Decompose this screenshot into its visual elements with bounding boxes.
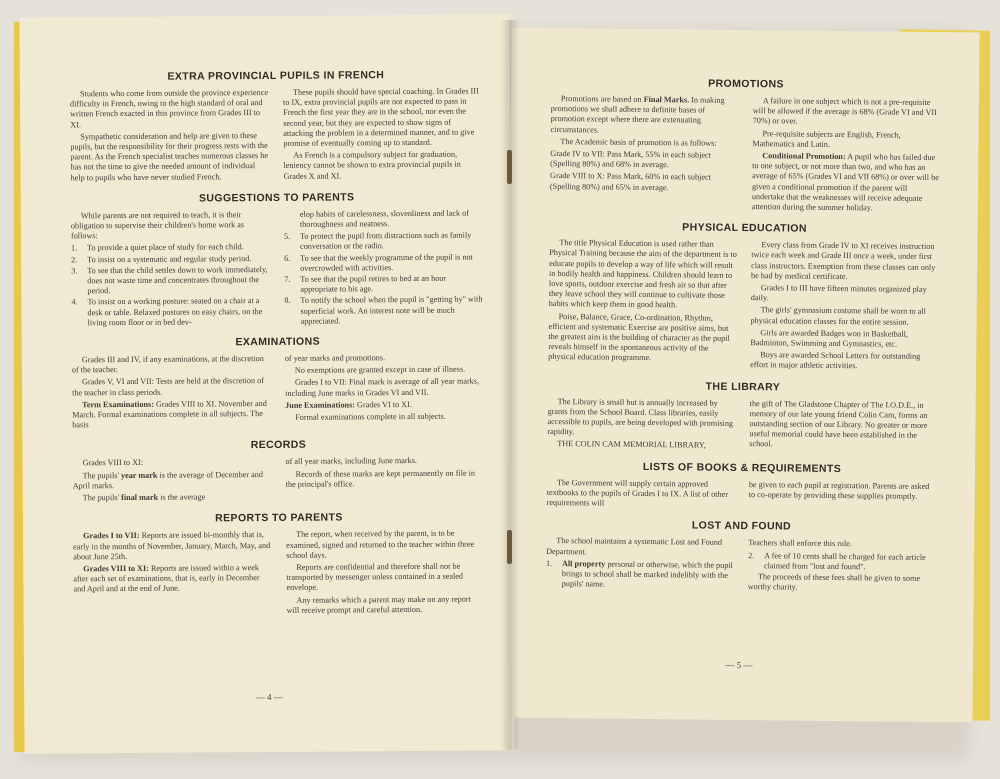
paragraph: Every class from Grade IV to XI receives instruction twice each week and Grade III once a week, under first class instructors. Exemption from these classes can only be had by medical certificate. xyxy=(750,240,936,281)
paragraph: THE COLIN CAM MEMORIAL LIBRARY, xyxy=(557,439,706,451)
page-5-content xyxy=(546,68,942,600)
list-item: 2. To insist on a systematic and regular study period. xyxy=(71,253,252,265)
paragraph: Grades V, VI and VII: Tests are held at the discretion of the teacher in class periods. xyxy=(72,376,264,398)
heading-books: LISTS OF BOOKS & REQUIREMENTS xyxy=(642,460,842,475)
paragraph: The title Physical Education is used rather than Physical Training because the aim of the department is to educate pupils to develop a way of life which will result in bodily health and happiness. Children should learn to love sports, outdoor exercise and fresh air so that after they leave school they will continue to cultivate those habits which keep them in good health. xyxy=(548,238,737,310)
paragraph: Grades I to VII: Final mark is average of all year marks, including June marks in Grades VI and VII. xyxy=(285,376,480,398)
section-reports xyxy=(73,511,486,619)
paragraph: The pupils' final mark is the average xyxy=(82,492,206,503)
paragraph: Any remarks which a parent may make on any report will receive prompt and careful attention. xyxy=(286,594,471,615)
paragraph: Conditional Promotion: A pupil who has failed due to one subject, or not more than two, and who has an average of 65% (Grades VI and VII 68%) or over will be given a conditional promotion if the parent will undertake that the weaknesses will receive adequate attention during the summer holiday. xyxy=(751,151,939,213)
heading-reports: REPORTS TO PARENTS xyxy=(215,511,343,525)
paragraph: Grades I to III have fifteen minutes organized play daily. xyxy=(750,283,927,303)
paragraph: These pupils should have special coaching. In Grades III to IX, extra provincial pupils are not expected to pass in French the first year they are in the school, nor even the second year, but they are expected to show signs of attacking the problem in a determined manner, and to give promise of eventually coming up to standard. xyxy=(283,86,479,148)
section-suggestions xyxy=(71,190,484,329)
paragraph: June Examinations: Grades VI to XI. xyxy=(285,399,412,410)
paragraph: The girls' gymnasium costume shall be worn to all physical education classes for the entire session. xyxy=(750,305,926,327)
section-books xyxy=(547,460,938,515)
list-item: 3. To see that the child settles down to work immediately, does not waste time and concentrates throughout the period. xyxy=(71,264,268,296)
paragraph: The Academic basis of promotion is as follows: xyxy=(560,136,717,148)
paragraph: Grade VIII to X: Pass Mark, 60% in each subject (Spelling 80%) and 65% in average. xyxy=(549,171,711,192)
list-item: 5. To protect the pupil from distractions such as family conversation or the radio. xyxy=(283,230,472,252)
paragraph: The proceeds of these fees shall be given to some worthy charity. xyxy=(747,572,921,592)
paragraph: of year marks and promotions. xyxy=(284,353,386,363)
paragraph: Records of these marks are kept permanently on file in the principal's office. xyxy=(285,468,476,489)
staple-bottom xyxy=(507,530,512,564)
paragraph: Grades VIII to XI: Reports are issued within a week after each set of examinations, that is, early in December and April and at the end of June. xyxy=(73,562,260,594)
page-4-content xyxy=(70,60,486,623)
list-item: 4. To insist on a working posture: seated on a chair at a desk or table. Relaxed postures on easy chairs, on the living room floor or in bed dev- xyxy=(71,296,263,328)
paragraph: No exemptions are granted except in case of illness. xyxy=(294,364,466,376)
heading-records: RECORDS xyxy=(250,439,307,452)
heading-extra-provincial: EXTRA PROVINCIAL PUPILS IN FRENCH xyxy=(167,69,385,83)
paragraph: Grades VIII to XI: xyxy=(82,458,144,468)
heading-physical-education: PHYSICAL EDUCATION xyxy=(682,221,807,235)
page-5 xyxy=(504,28,979,723)
paragraph: The school maintains a systematic Lost and Found Department. xyxy=(546,536,723,556)
paragraph: the gift of The Gladstone Chapter of The I.O.D.E., in memory of our late young friend Colin Cam, forms an outstanding section of our Library. No greater or more useful memorial could have been established in the school. xyxy=(749,398,928,449)
heading-examinations: EXAMINATIONS xyxy=(235,335,321,349)
paragraph: Teachers shall enforce this rule. xyxy=(748,538,853,549)
paragraph: be given to each pupil at registration. Parents are asked to co-operate by providing these supplies promptly. xyxy=(748,479,930,501)
paragraph: Grades I to VII: Reports are issued bi-monthly that is, early in the months of November, January, March, May, and about June 25th. xyxy=(73,530,271,562)
paragraph: Grades III and IV, if any examinations, at the discretion of the teacher. xyxy=(71,354,264,375)
paragraph: The Library is small but is annually increased by grants from the School Board. Class libraries, easily accessible to pupils, are being developed with promising rapidity. xyxy=(547,396,734,437)
paragraph: elop habits of carelessness, slovenliness and lack of thoroughness and neatness. xyxy=(299,208,470,229)
staple-top xyxy=(507,150,512,184)
list-item: 2. A fee of 10 cents shall be charged for each article claimed from "lost and found". xyxy=(748,550,926,572)
page-number: — 5 — xyxy=(725,659,753,671)
paragraph: Sympathetic consideration and help are given to these pupils, but the responsibility for their progress rests with the parent. As the French specialist teaches numerous classes he has not the time to give the needed amount of individual help to pupils who have never studied French. xyxy=(70,130,269,182)
paragraph: Students who come from outside the province experience difficulty in French, owing to the high standard of oral and written French exacted in this province from Grades III to XI. xyxy=(70,87,269,129)
section-promotions xyxy=(550,76,941,216)
paragraph: The Government will supply certain approved textbooks to the pupils of Grades I to IX. A list of other requirements will xyxy=(546,477,729,508)
paragraph: Term Examinations: Grades VIII to XI. November and March. Formal examinations complete in all subjects. The basis xyxy=(72,398,267,430)
page-4 xyxy=(19,14,514,753)
paragraph: Girls are awarded Badges won in Basketball, Badminton, Swimming and Gymnastics, etc. xyxy=(750,328,909,349)
section-library xyxy=(547,379,938,456)
section-records xyxy=(72,438,484,506)
paragraph: While parents are not required to teach, it is their obligation to supervise their children's home work as follows: xyxy=(70,210,245,241)
section-lost-found xyxy=(546,518,937,596)
spine-gutter xyxy=(500,20,520,750)
paragraph: Promotions are based on Final Marks. In making promotions we shall adhere to definite bases of promotion except where there are extenuating circumstances. xyxy=(550,94,725,135)
heading-suggestions: SUGGESTIONS TO PARENTS xyxy=(198,191,355,205)
section-extra-provincial xyxy=(70,68,483,185)
paragraph: Formal examinations complete in all subjects. xyxy=(295,411,446,422)
list-item: 1. All property personal or otherwise, which the pupil brings to school shall be marked indelibly with the pupils' name. xyxy=(545,558,733,589)
list-item: 1. To provide a quiet place of study for each child. xyxy=(71,242,244,253)
paragraph: As French is a compulsory subject for graduation, leniency cannot be shown to extra provincial pupils in Grades X and XI. xyxy=(283,149,461,181)
section-examinations xyxy=(72,335,485,433)
paragraph: of all year marks, including June marks. xyxy=(285,456,417,467)
paragraph: Pre-requisite subjects are English, French, Mathematics and Latin. xyxy=(752,128,901,149)
section-physical-education xyxy=(548,220,940,375)
list-item: 7. To see that the pupil retires to bed at an hour appropriate to his age. xyxy=(284,273,447,295)
heading-library: THE LIBRARY xyxy=(705,380,781,394)
paragraph: Reports are confidential and therefore shall not be transported by messenger unless contained in a sealed envelope. xyxy=(286,561,464,593)
paragraph: A failure in one subject which is not a pre-requisite will be allowed if the average is 68% (Grade VI and VII 70%) or over. xyxy=(752,96,937,126)
paragraph: The pupils' year mark is the average of December and April marks. xyxy=(72,469,263,491)
heading-promotions: PROMOTIONS xyxy=(708,77,784,91)
paragraph: The report, when received by the parent, is to be examined, signed and returned to the teacher within three school days. xyxy=(286,528,475,560)
heading-lost-found: LOST AND FOUND xyxy=(691,519,792,533)
paragraph: Grade IV to VII: Pass Mark, 55% in each subject (Spelling 80%) and 68% in average. xyxy=(550,148,712,170)
paragraph: Poise, Balance, Grace, Co-ordination, Rhythm, efficient and systematic Exercise are positive aims, but the greatest aim is the building of character as the pupil reveals himself in the spontaneous activity of the physical education programme. xyxy=(548,311,730,363)
paragraph: Boys are awarded School Letters for outstanding effort in major athletic activities. xyxy=(750,350,921,371)
page-number: — 4 — xyxy=(255,691,283,703)
list-item: 6. To see that the weekly programme of the pupil is not overcrowded with activities. xyxy=(284,252,473,273)
list-item: 8. To notify the school when the pupil is "getting by" with superficial work. An interest note will be much appreciated. xyxy=(284,294,483,326)
